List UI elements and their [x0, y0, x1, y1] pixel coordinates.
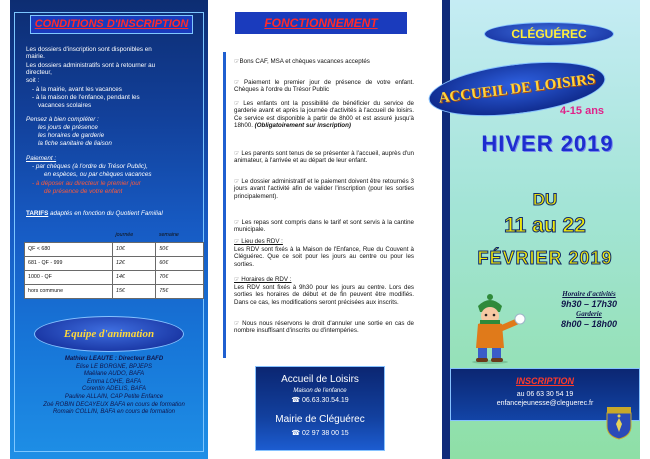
week-price: 70€ [156, 270, 204, 284]
table-row [25, 256, 204, 270]
horaires-title: ☞ Horaires de RDV : [234, 276, 292, 283]
horaire-label: Horaire d'activités [562, 290, 616, 298]
contact-accueil: Accueil de Loisirs [281, 374, 359, 385]
garderie-text: ☞ Les enfants ont la possibilité de bénéficier du service de garderie avant et après la journée d'activités à l'accueil de loisirs. Ce service est disponible à partir de 8h00 et est assuré jusqu'à 18h00. [234, 100, 414, 129]
contact-maison: Maison de l'enfance [293, 388, 347, 394]
rdv-title: ☞ Lieu des RDV : [234, 238, 283, 245]
inscription-title: INSCRIPTION [515, 376, 574, 386]
table-corner [25, 228, 113, 242]
contact-mairie: Mairie de Cléguérec [275, 414, 365, 425]
week-price: 75€ [156, 284, 204, 298]
age-range: 4-15 ans [560, 105, 605, 117]
cover-panel [437, 0, 640, 459]
conditions-line: mairie. [26, 53, 45, 60]
conditions-line: - à la mairie, avant les vacances [32, 86, 122, 93]
paragraph: ☞ Paiement le premier jour de présence de votre enfant. Chèques à l'ordre du Trésor Public [234, 79, 414, 94]
contact-phone: ☎ 06.63.30.54.19 [291, 397, 349, 404]
column-header: journée [115, 231, 134, 238]
paragraph: ☞Bons CAF, MSA et chèques vacances acceptés [234, 58, 370, 65]
child-snowball-illustration [470, 292, 540, 364]
conditions-title: CONDITIONS D'INSCRIPTION [30, 15, 193, 34]
table-header-row [25, 228, 204, 242]
week-price: 60€ [156, 256, 204, 270]
contact-box [255, 366, 385, 451]
row-label: 681 - QF - 999 [25, 256, 113, 270]
day-price: 15€ [113, 284, 156, 298]
staff-member: Zoé ROBIN DECAYEUX BAFA en cours de formation [43, 401, 185, 408]
day-price: 10€ [113, 242, 156, 256]
inscription-email: enfancejeunesse@cleguerec.fr [496, 400, 594, 407]
garderie-value: 8h00 – 18h00 [560, 319, 618, 329]
season-title: HIVER 2019 [481, 131, 614, 156]
garderie-paragraph [234, 100, 414, 129]
pensez-item: la fiche sanitaire de liaison [38, 140, 112, 147]
staff-member: Emma LOHE, BAFA [87, 378, 141, 385]
date-range: 11 au 22 [504, 214, 586, 237]
pensez-item: les jours de présence [38, 124, 98, 131]
staff-member: Mathieu LEAUTE : Directeur BAFD [64, 356, 164, 362]
paiement-line: - par chèques (à l'ordre du Trésor Public), [32, 163, 148, 170]
table-row [25, 270, 204, 284]
staff-member: Romain COLLIN, BAFA en cours de formation [52, 409, 176, 416]
tarifs-title: TARIFS [26, 210, 49, 217]
paiement-line: en espèces, ou par chèques vacances [44, 171, 152, 178]
contact-mairie-phone: ☎ 02 97 38 00 15 [291, 430, 349, 437]
fonctionnement-body [223, 52, 418, 358]
table-row [25, 284, 204, 298]
paiement-red-line: - à déposer au directeur le premier jour [32, 180, 141, 187]
paragraph: ☞ Nous nous réservons le droit d'annuler une sortie en cas de nombre insuffisant d'inscrits ou d'intempéries. [234, 320, 414, 335]
cover-edge [442, 0, 450, 459]
paiement-red-line: de présence de votre enfant [44, 188, 123, 195]
staff-member: Elise LE BORGNE, BPJEPS [75, 363, 153, 370]
garderie-note: (Obligatoirement sur inscription) [254, 121, 351, 129]
staff-member: Corentin ADELIS, BAFA [81, 386, 147, 393]
horaire-value: 9h30 – 17h30 [560, 299, 618, 309]
paiement-title: Paiement : [26, 155, 57, 162]
inscription-phone: au 06 63 30 54 19 [516, 391, 574, 398]
date-du: DU [532, 190, 558, 209]
conditions-line: soit : [26, 77, 40, 84]
staff-member: Pauline ALLAIN, CAP Petite Enfance [64, 393, 164, 400]
conditions-line: Les dossiers administratifs sont à retourner au [26, 62, 156, 69]
accueil-title: ACCUEIL DE LOISIRS [426, 53, 609, 124]
conditions-line: - à la maison de l'enfance, pendant les [32, 94, 140, 101]
row-label: hors commune [25, 284, 113, 298]
pensez-item: les horaires de garderie [38, 132, 105, 139]
town-title: CLÉGUÉREC [484, 22, 614, 46]
fonctionnement-title: FONCTIONNEMENT [235, 12, 407, 34]
tarifs-table [24, 228, 204, 299]
paragraph: ☞ Les parents sont tenus de se présenter à l'accueil, auprès d'un animateur, à l'arrivée et au départ de leur enfant. [234, 150, 414, 165]
horaires-block [540, 290, 638, 330]
column-header: semaine [158, 231, 179, 238]
conditions-line: vacances scolaires [38, 102, 92, 109]
staff-list [24, 356, 204, 417]
date-month: FÉVRIER 2019 [477, 248, 613, 268]
tarifs-heading [26, 210, 163, 217]
paragraph: ☞ Le dossier administratif et le paiement doivent être retournés 3 jours avant l'activité afin de valider l'inscription (pour les sorties principalement). [234, 178, 414, 200]
row-label: QF < 680 [25, 242, 113, 256]
row-label: 1000 - QF [25, 270, 113, 284]
day-price: 12€ [113, 256, 156, 270]
conditions-panel [10, 0, 208, 459]
week-price: 50€ [156, 242, 204, 256]
pensez-title: Pensez à bien compléter : [26, 116, 99, 123]
tarifs-subtitle: adaptés en fonction du Quotient Familial [50, 210, 163, 217]
equipe-title: Equipe d'animation [34, 316, 184, 352]
staff-member: Maëlane AUDO, BAFA [83, 371, 145, 378]
town-crest-icon [606, 406, 632, 440]
rdv-text: Les RDV sont fixés à la Maison de l'Enfance, Rue du Couvent à Cléguérec. Que ce soit pour les jours au centre ou pour les sorties. [234, 246, 414, 268]
table-row [25, 242, 204, 256]
fonctionnement-panel [219, 0, 424, 459]
conditions-line: Les dossiers d'inscription sont disponibles en [26, 46, 152, 53]
paragraph: ☞ Les repas sont compris dans le tarif et sont servis à la cantine municipale. [234, 219, 414, 234]
day-price: 14€ [113, 270, 156, 284]
garderie-label: Garderie [576, 310, 602, 318]
horaires-text: Les RDV sont fixés à 9h30 pour les jours au centre. Lors des sorties les horaires de début et de fin peuvent être modifiés. Dans ce cas, les modifications seront précisées aux inscrits. [234, 284, 414, 306]
conditions-line: directeur, [26, 69, 52, 76]
